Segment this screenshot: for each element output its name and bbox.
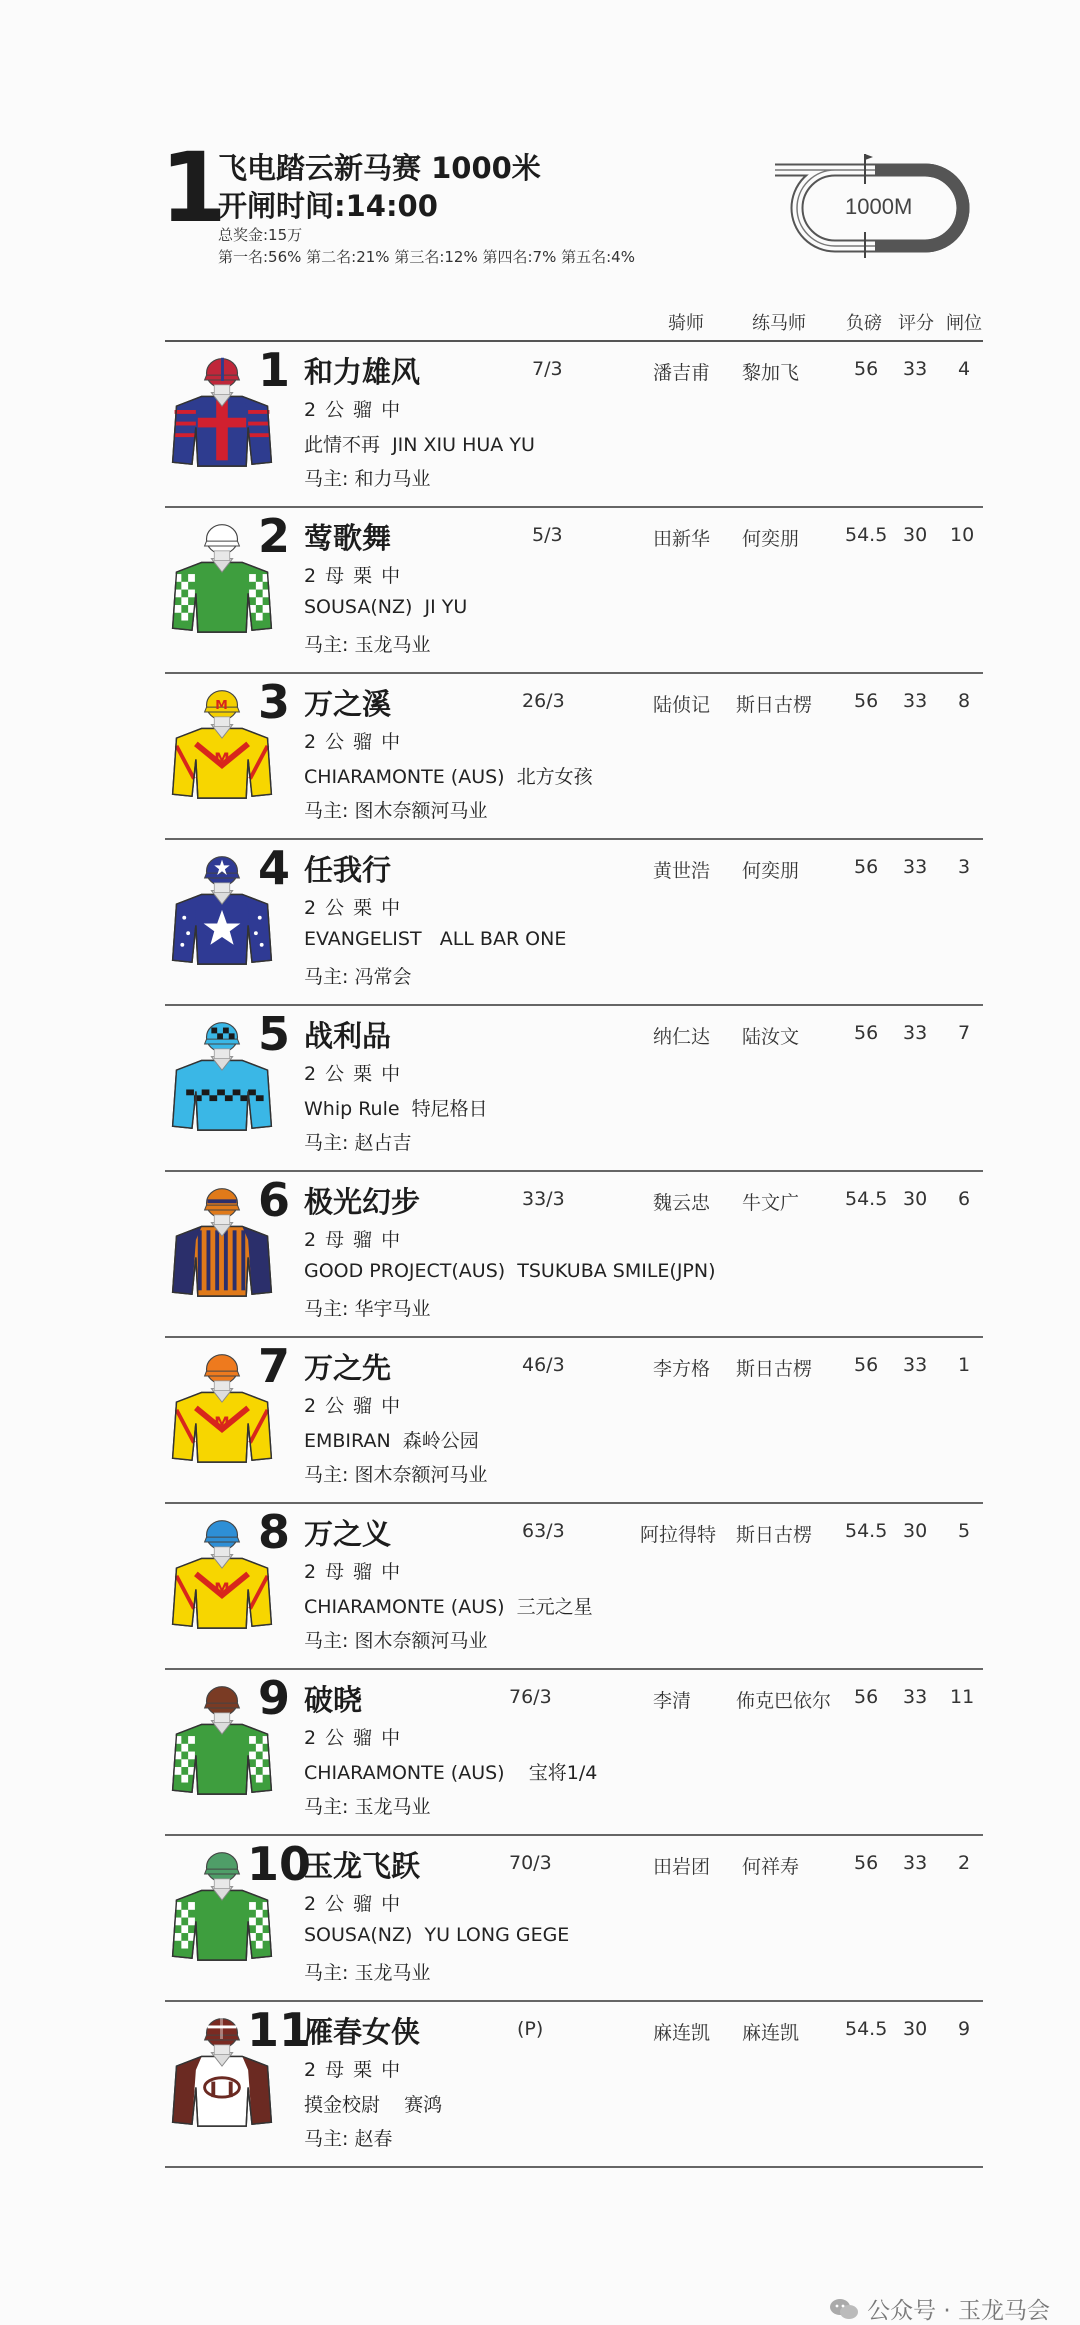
owner: 马主: 赵春 (304, 2128, 393, 2150)
pedigree: SOUSA(NZ) YU LONG GEGE (304, 1924, 570, 1946)
draw: 3 (958, 856, 971, 878)
rating: 33 (903, 1354, 928, 1376)
header-trainer: 练马师 (752, 313, 806, 334)
horse-name: 极光幻步 (304, 1185, 421, 1219)
owner: 马主: 玉龙马业 (304, 634, 431, 656)
horse-entry (165, 1172, 983, 1338)
track-diagram (775, 148, 985, 258)
horse-info: 2母栗中 (304, 2059, 410, 2081)
trainer-name: 何奕朋 (742, 860, 800, 882)
saddle-number: 2 (258, 509, 291, 563)
jockey-name: 潘吉甫 (653, 362, 711, 384)
pedigree: SOUSA(NZ) JI YU (304, 596, 468, 618)
weight: 54.5 (845, 2018, 888, 2040)
horse-name: 万之先 (304, 1351, 392, 1385)
horse-name: 战利品 (304, 1019, 392, 1053)
wechat-icon (829, 2298, 859, 2320)
odds: 26/3 (522, 690, 565, 712)
draw: 10 (950, 524, 975, 546)
jockey-name: 李方格 (653, 1358, 711, 1380)
svg-text:M: M (214, 1413, 230, 1432)
odds: (P) (517, 2018, 544, 2040)
draw: 1 (958, 1354, 971, 1376)
owner: 马主: 图木奈额河马业 (304, 1630, 488, 1652)
saddle-number: 7 (258, 1339, 291, 1393)
weight: 56 (854, 1852, 879, 1874)
trainer-name: 何奕朋 (742, 528, 800, 550)
rating: 33 (903, 1852, 928, 1874)
horse-name: 万之义 (304, 1517, 392, 1551)
jockey-name: 黄世浩 (653, 860, 711, 882)
trainer-name: 麻连凯 (742, 2022, 800, 2044)
weight: 56 (854, 1354, 879, 1376)
weight: 54.5 (845, 1520, 888, 1542)
svg-text:M: M (214, 1579, 230, 1598)
rating: 33 (903, 1022, 928, 1044)
draw: 7 (958, 1022, 971, 1044)
horse-info: 2母骝中 (304, 1561, 410, 1583)
header-weight: 负磅 (846, 313, 882, 334)
horse-entry (165, 1836, 983, 2002)
jockey-name: 李清 (653, 1690, 692, 1712)
saddle-number: 10 (247, 1837, 312, 1891)
horse-entry (165, 1338, 983, 1504)
draw: 5 (958, 1520, 971, 1542)
horse-info: 2公栗中 (304, 1063, 410, 1085)
odds: 33/3 (522, 1188, 565, 1210)
horse-entry (165, 1006, 983, 1172)
odds: 7/3 (532, 358, 563, 380)
saddle-number: 4 (258, 841, 291, 895)
weight: 54.5 (845, 524, 888, 546)
jockey-name: 纳仁达 (653, 1026, 711, 1048)
rating: 30 (903, 1520, 928, 1542)
header-rating: 评分 (898, 313, 934, 334)
saddle-number: 8 (258, 1505, 291, 1559)
rating: 30 (903, 1188, 928, 1210)
svg-text:M: M (215, 697, 228, 713)
footer-text: 公众号 · 玉龙马会 (867, 2298, 1050, 2324)
weight: 56 (854, 690, 879, 712)
draw: 8 (958, 690, 971, 712)
trainer-name: 何祥寿 (742, 1856, 800, 1878)
rating: 30 (903, 524, 928, 546)
horse-entry (165, 1504, 983, 1670)
horse-name: 任我行 (304, 853, 392, 887)
horse-name: 万之溪 (304, 687, 392, 721)
horse-entry (165, 2002, 983, 2168)
horse-entry (165, 508, 983, 674)
saddle-number: 11 (247, 2003, 312, 2057)
weight: 54.5 (845, 1188, 888, 1210)
jockey-name: 魏云忠 (653, 1192, 711, 1214)
horse-info: 2公骝中 (304, 399, 410, 421)
jockey-name: 田新华 (653, 528, 711, 550)
draw: 2 (958, 1852, 971, 1874)
owner: 马主: 玉龙马业 (304, 1962, 431, 1984)
saddle-number: 1 (258, 343, 291, 397)
horse-name: 玉龙飞跃 (304, 1849, 421, 1883)
horse-name: 雁春女侠 (304, 2015, 421, 2049)
horse-name: 莺歌舞 (304, 521, 392, 555)
trainer-name: 斯日古楞 (736, 694, 813, 716)
owner: 马主: 冯常会 (304, 966, 412, 988)
race-number: 1 (160, 132, 227, 244)
horse-info: 2公骝中 (304, 1395, 410, 1417)
weight: 56 (854, 1686, 879, 1708)
horse-info: 2公骝中 (304, 1727, 410, 1749)
jockey-name: 田岩团 (653, 1856, 711, 1878)
pedigree: CHIARAMONTE (AUS) 北方女孩 (304, 766, 593, 788)
jockey-name: 陆侦记 (653, 694, 711, 716)
pedigree: EMBIRAN 森岭公园 (304, 1430, 479, 1452)
race-purse: 总奖金:15万 (218, 226, 303, 244)
jockey-name: 麻连凯 (653, 2022, 711, 2044)
jockey-name: 阿拉得特 (640, 1524, 717, 1546)
saddle-number: 9 (258, 1671, 291, 1725)
horse-info: 2公栗中 (304, 897, 410, 919)
header-jockey: 骑师 (668, 313, 704, 334)
horse-entry (165, 840, 983, 1006)
weight: 56 (854, 856, 879, 878)
trainer-name: 斯日古楞 (736, 1358, 813, 1380)
draw: 6 (958, 1188, 971, 1210)
owner: 马主: 图木奈额河马业 (304, 800, 488, 822)
pedigree: CHIARAMONTE (AUS) 三元之星 (304, 1596, 593, 1618)
rating: 30 (903, 2018, 928, 2040)
horse-entry (165, 674, 983, 840)
trainer-name: 牛文广 (742, 1192, 800, 1214)
owner: 马主: 赵占吉 (304, 1132, 412, 1154)
trainer-name: 佈克巴依尔 (736, 1690, 832, 1712)
horse-info: 2公骝中 (304, 1893, 410, 1915)
footer-watermark (829, 2292, 1050, 2325)
owner: 马主: 和力马业 (304, 468, 431, 490)
pedigree: EVANGELIST ALL BAR ONE (304, 928, 567, 950)
draw: 11 (950, 1686, 975, 1708)
saddle-number: 5 (258, 1007, 291, 1061)
odds: 63/3 (522, 1520, 565, 1542)
weight: 56 (854, 1022, 879, 1044)
owner: 马主: 玉龙马业 (304, 1796, 431, 1818)
horse-name: 破晓 (304, 1683, 363, 1717)
pedigree: 摸金校尉 赛鸿 (304, 2094, 443, 2116)
rating: 33 (903, 856, 928, 878)
odds: 76/3 (509, 1686, 552, 1708)
horse-entry (165, 1670, 983, 1836)
draw: 9 (958, 2018, 971, 2040)
prize-splits: 第一名:56% 第二名:21% 第三名:12% 第四名:7% 第五名:4% (218, 248, 635, 266)
weight: 56 (854, 358, 879, 380)
owner: 马主: 图木奈额河马业 (304, 1464, 488, 1486)
race-title: 飞电踏云新马赛 1000米 (218, 151, 541, 185)
rating: 33 (903, 1686, 928, 1708)
pedigree: 此情不再 JIN XIU HUA YU (304, 434, 535, 456)
rating: 33 (903, 358, 928, 380)
header-draw: 闸位 (946, 313, 982, 334)
horse-name: 和力雄风 (304, 355, 421, 389)
horse-info: 2母骝中 (304, 1229, 410, 1251)
track-distance-label: 1000M (845, 194, 913, 219)
owner: 马主: 华宇马业 (304, 1298, 431, 1320)
saddle-number: 6 (258, 1173, 291, 1227)
svg-text:M: M (214, 749, 230, 768)
horse-entry (165, 342, 983, 508)
draw: 4 (958, 358, 971, 380)
pedigree: GOOD PROJECT(AUS) TSUKUBA SMILE(JPN) (304, 1260, 716, 1282)
odds: 5/3 (532, 524, 563, 546)
trainer-name: 黎加飞 (742, 362, 800, 384)
saddle-number: 3 (258, 675, 291, 729)
odds: 70/3 (509, 1852, 552, 1874)
trainer-name: 斯日古楞 (736, 1524, 813, 1546)
horse-info: 2母栗中 (304, 565, 410, 587)
pedigree: CHIARAMONTE (AUS) 宝将1/4 (304, 1762, 598, 1784)
race-start-time: 开闸时间:14:00 (218, 189, 438, 223)
trainer-name: 陆汝文 (742, 1026, 800, 1048)
horse-info: 2公骝中 (304, 731, 410, 753)
rating: 33 (903, 690, 928, 712)
pedigree: Whip Rule 特尼格日 (304, 1098, 488, 1120)
odds: 46/3 (522, 1354, 565, 1376)
